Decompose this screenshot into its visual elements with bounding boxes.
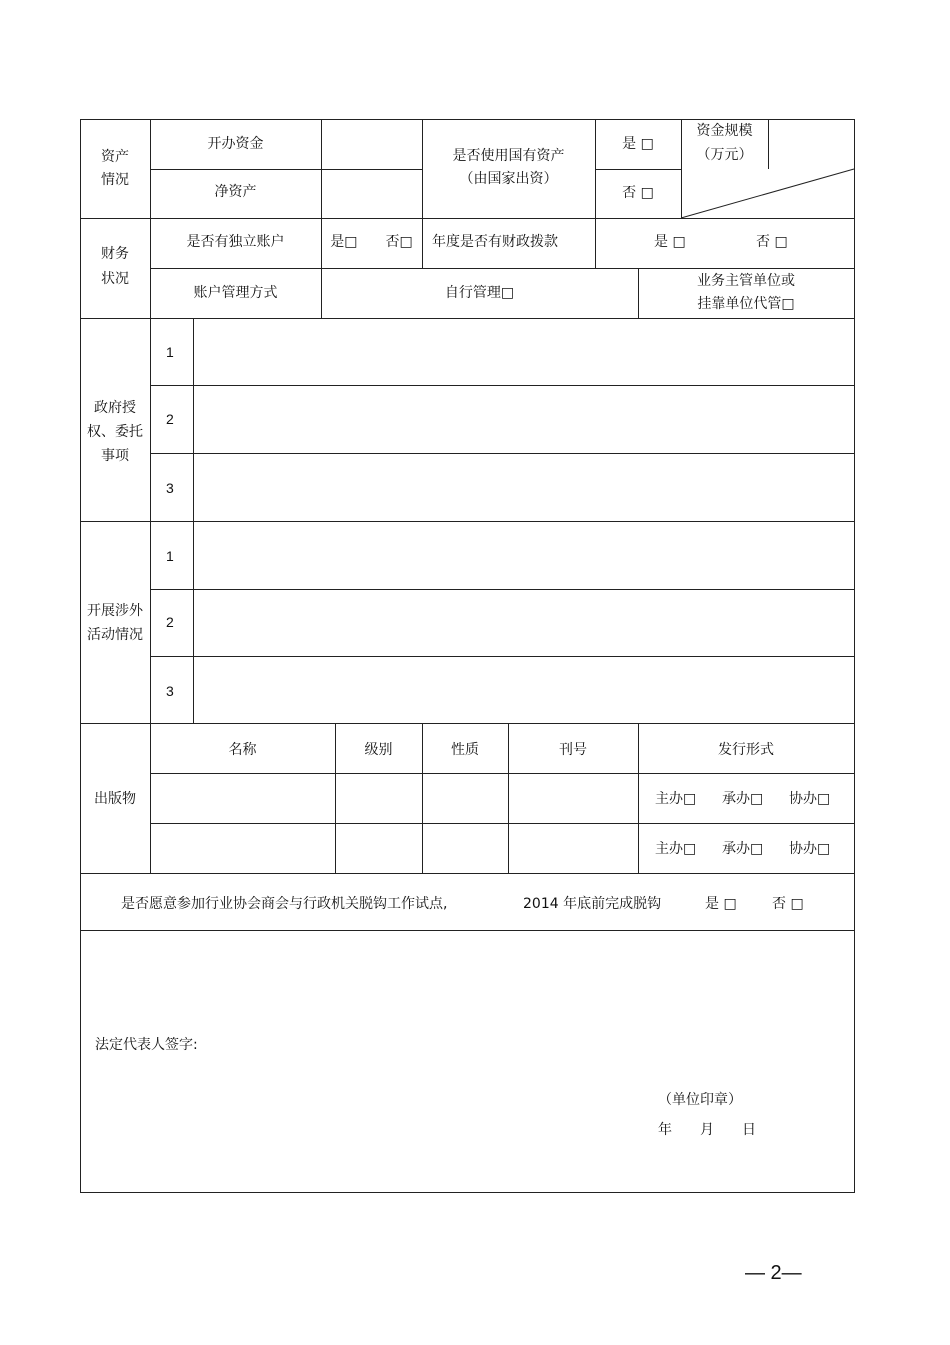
fund-scale-value[interactable]: [769, 120, 854, 168]
date-month-label: 月: [700, 1122, 714, 1138]
unit-seal-label: （单位印章）: [658, 1092, 742, 1108]
date-day-label: 日: [742, 1122, 756, 1138]
state-assets-yes-checkbox[interactable]: 是 □: [622, 136, 654, 152]
gov-authorized-item-field[interactable]: [194, 454, 854, 521]
issue-form-undertake-checkbox[interactable]: 承办□: [722, 841, 764, 857]
foreign-activities-label-line1: 开展涉外: [87, 603, 143, 619]
supervisor-management-line1: 业务主管单位或: [697, 273, 795, 289]
foreign-activity-field[interactable]: [194, 590, 854, 656]
issue-form-assist-checkbox[interactable]: 协办□: [789, 791, 831, 807]
publications-label: 出版物: [94, 791, 136, 807]
foreign-activity-field[interactable]: [194, 522, 854, 589]
foreign-activities-row-number: 2: [166, 614, 174, 630]
issue-form-undertake-checkbox[interactable]: 承办□: [722, 791, 764, 807]
gov-authorized-label-line2: 权、委托: [87, 424, 143, 440]
publication-header-nature: 性质: [451, 742, 479, 758]
issue-form-host-checkbox[interactable]: 主办□: [655, 841, 697, 857]
gov-authorized-item-field[interactable]: [194, 319, 854, 385]
finance-label-line2: 状况: [101, 271, 129, 287]
decoupling-no-checkbox[interactable]: 否 □: [772, 896, 804, 912]
net-assets-value[interactable]: [322, 170, 421, 217]
assets-label-line1: 资产: [101, 149, 129, 165]
self-management-checkbox[interactable]: 自行管理□: [444, 285, 515, 301]
foreign-activities-row-number: 1: [166, 548, 174, 564]
fund-scale-label-line2: （万元）: [696, 147, 753, 163]
state-assets-no-checkbox[interactable]: 否 □: [622, 185, 654, 201]
finance-label-line1: 财务: [101, 246, 129, 262]
foreign-activity-field[interactable]: [194, 657, 854, 723]
account-management-label: 账户管理方式: [193, 285, 278, 301]
gov-authorized-row-number: 3: [166, 480, 174, 496]
independent-account-checkboxes[interactable]: 是□ 否□: [330, 234, 413, 250]
gov-authorized-label-line3: 事项: [101, 448, 129, 464]
decoupling-question: 是否愿意参加行业协会商会与行政机关脱钩工作试点,: [121, 896, 448, 912]
startup-funds-value[interactable]: [322, 120, 421, 168]
publication-header-name: 名称: [228, 742, 257, 758]
date-year-label: 年: [658, 1122, 672, 1138]
publication-header-issn: 刊号: [559, 742, 587, 758]
gov-authorized-row-number: 1: [166, 344, 174, 360]
decoupling-deadline: 2014 年底前完成脱钩: [523, 896, 662, 912]
issue-form-assist-checkbox[interactable]: 协办□: [789, 841, 831, 857]
foreign-activities-row-number: 3: [166, 683, 174, 699]
page-number: — 2—: [745, 1262, 802, 1284]
allocation-no-checkbox[interactable]: 否 □: [756, 234, 788, 250]
state-assets-question-line1: 是否使用国有资产: [452, 148, 565, 164]
publication-header-level: 级别: [364, 742, 393, 758]
gov-authorized-item-field[interactable]: [194, 386, 854, 453]
assets-label-line2: 情况: [101, 172, 129, 188]
publication-header-issue-form: 发行形式: [718, 742, 774, 758]
gov-authorized-row-number: 2: [166, 411, 174, 427]
foreign-activities-label-line2: 活动情况: [87, 627, 143, 643]
state-assets-question-line2: （由国家出资）: [459, 171, 558, 187]
fund-scale-label-line1: 资金规模: [696, 123, 753, 139]
annual-allocation-question: 年度是否有财政拨款: [432, 234, 558, 250]
issue-form-host-checkbox[interactable]: 主办□: [655, 791, 697, 807]
startup-funds-label: 开办资金: [207, 136, 264, 152]
gov-authorized-label-line1: 政府授: [94, 400, 136, 416]
legal-rep-signature-label: 法定代表人签字:: [95, 1037, 198, 1053]
allocation-yes-checkbox[interactable]: 是 □: [654, 234, 686, 250]
independent-account-question: 是否有独立账户: [186, 234, 285, 250]
decoupling-yes-checkbox[interactable]: 是 □: [705, 896, 737, 912]
net-assets-label: 净资产: [214, 184, 257, 200]
supervisor-management-checkbox[interactable]: 挂靠单位代管□: [697, 296, 795, 312]
